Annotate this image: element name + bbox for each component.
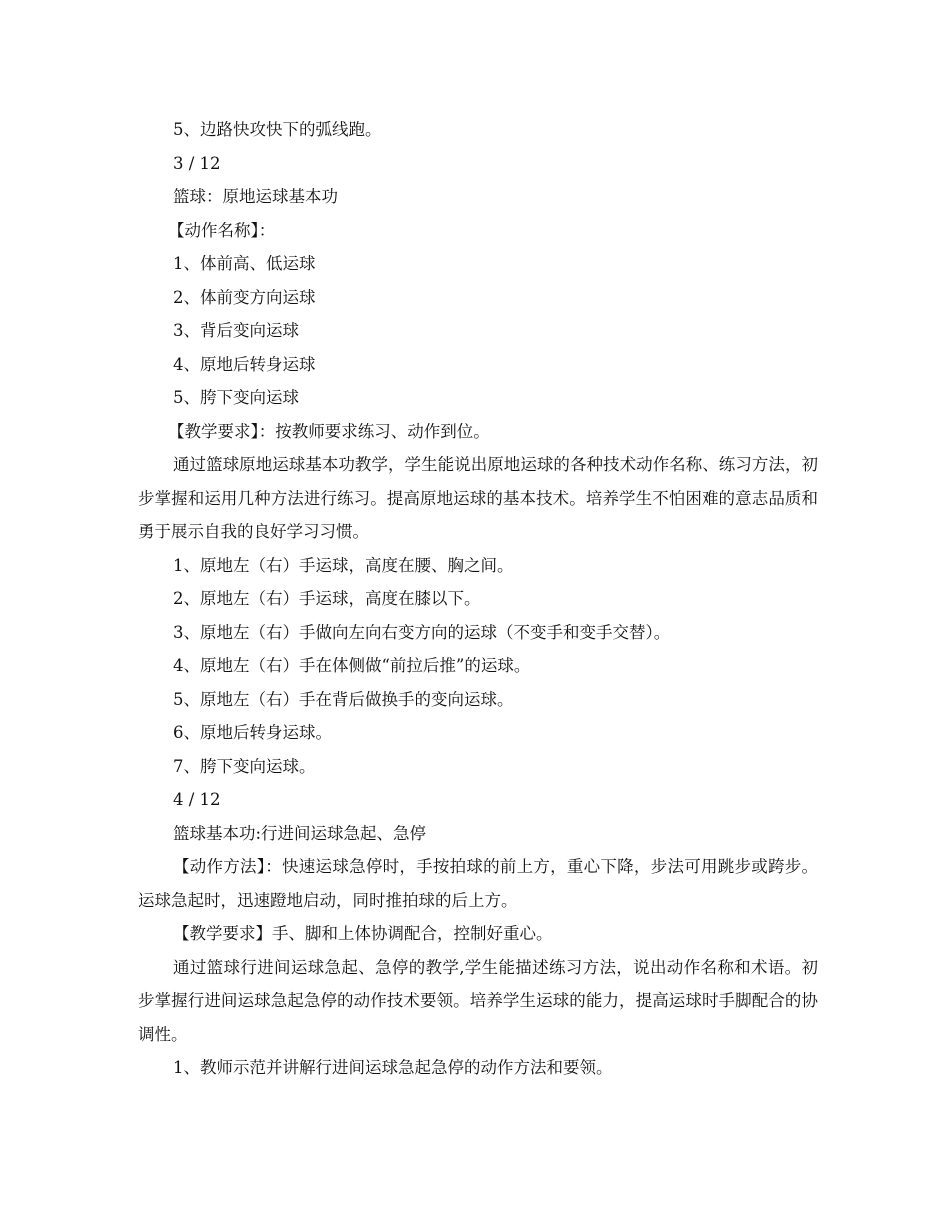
section-heading: 【教学要求】：按教师要求练习、动作到位。 (168, 421, 490, 441)
list-item: 4、原地后转身运球 (173, 354, 316, 374)
list-item: 6、原地后转身运球。 (173, 723, 332, 742)
list-item: 4、原地左（右）手在体侧做“前拉后推”的运球。 (173, 656, 531, 675)
section-heading: 【教学要求】手、脚和上体协调配合，控制好重心。 (173, 924, 553, 943)
list-item: 2、原地左（右）手运球，高度在膝以下。 (173, 589, 481, 608)
section-heading: 【动作名称】： (168, 220, 276, 240)
list-item: 2、体前变方向运球 (173, 287, 316, 307)
paragraph: 通过篮球原地运球基本功教学，学生能说出原地运球的各种技术动作名称、练习方法，初步掌握和运用几种方法进行练习。提高原地运球的基本技术。培养学生不怕困难的意志品质和勇于展示自我的良好学习习惯。 (138, 455, 818, 541)
list-item: 3、原地左（右）手做向左向右变方向的运球（不变手和变手交替）。 (173, 622, 671, 642)
list-item: 3、背后变向运球 (173, 321, 299, 340)
document-body (138, 113, 818, 1085)
list-item: 1、原地左（右）手运球，高度在腰、胸之间。 (173, 555, 514, 575)
paragraph: 通过篮球行进间运球急起、急停的教学,学生能描述练习方法，说出动作名称和术语。初步掌握行进间运球急起急停的动作技术要领。培养学生运球的能力，提高运球时手脚配合的协调性。 (138, 957, 818, 1044)
list-item: 5、胯下变向运球 (173, 388, 299, 407)
page-number: 4 / 12 (173, 790, 221, 809)
list-item: 5、边路快攻快下的弧线跑。 (173, 120, 382, 139)
list-item: 5、原地左（右）手在背后做换手的变向运球。 (173, 689, 514, 709)
section-title: 篮球：原地运球基本功 (173, 187, 338, 206)
paragraph: 【动作方法】：快速运球急停时，手按拍球的前上方，重心下降，步法可用跳步或跨步。运球急起时，迅速蹬地启动，同时推拍球的后上方。 (138, 857, 818, 910)
list-item: 7、胯下变向运球。 (173, 756, 316, 776)
list-item: 1、体前高、低运球 (173, 254, 316, 273)
list-item: 1、教师示范并讲解行进间运球急起急停的动作方法和要领。 (173, 1058, 613, 1077)
section-title: 篮球基本功:行进间运球急起、急停 (173, 823, 427, 843)
page-number: 3 / 12 (173, 153, 221, 173)
